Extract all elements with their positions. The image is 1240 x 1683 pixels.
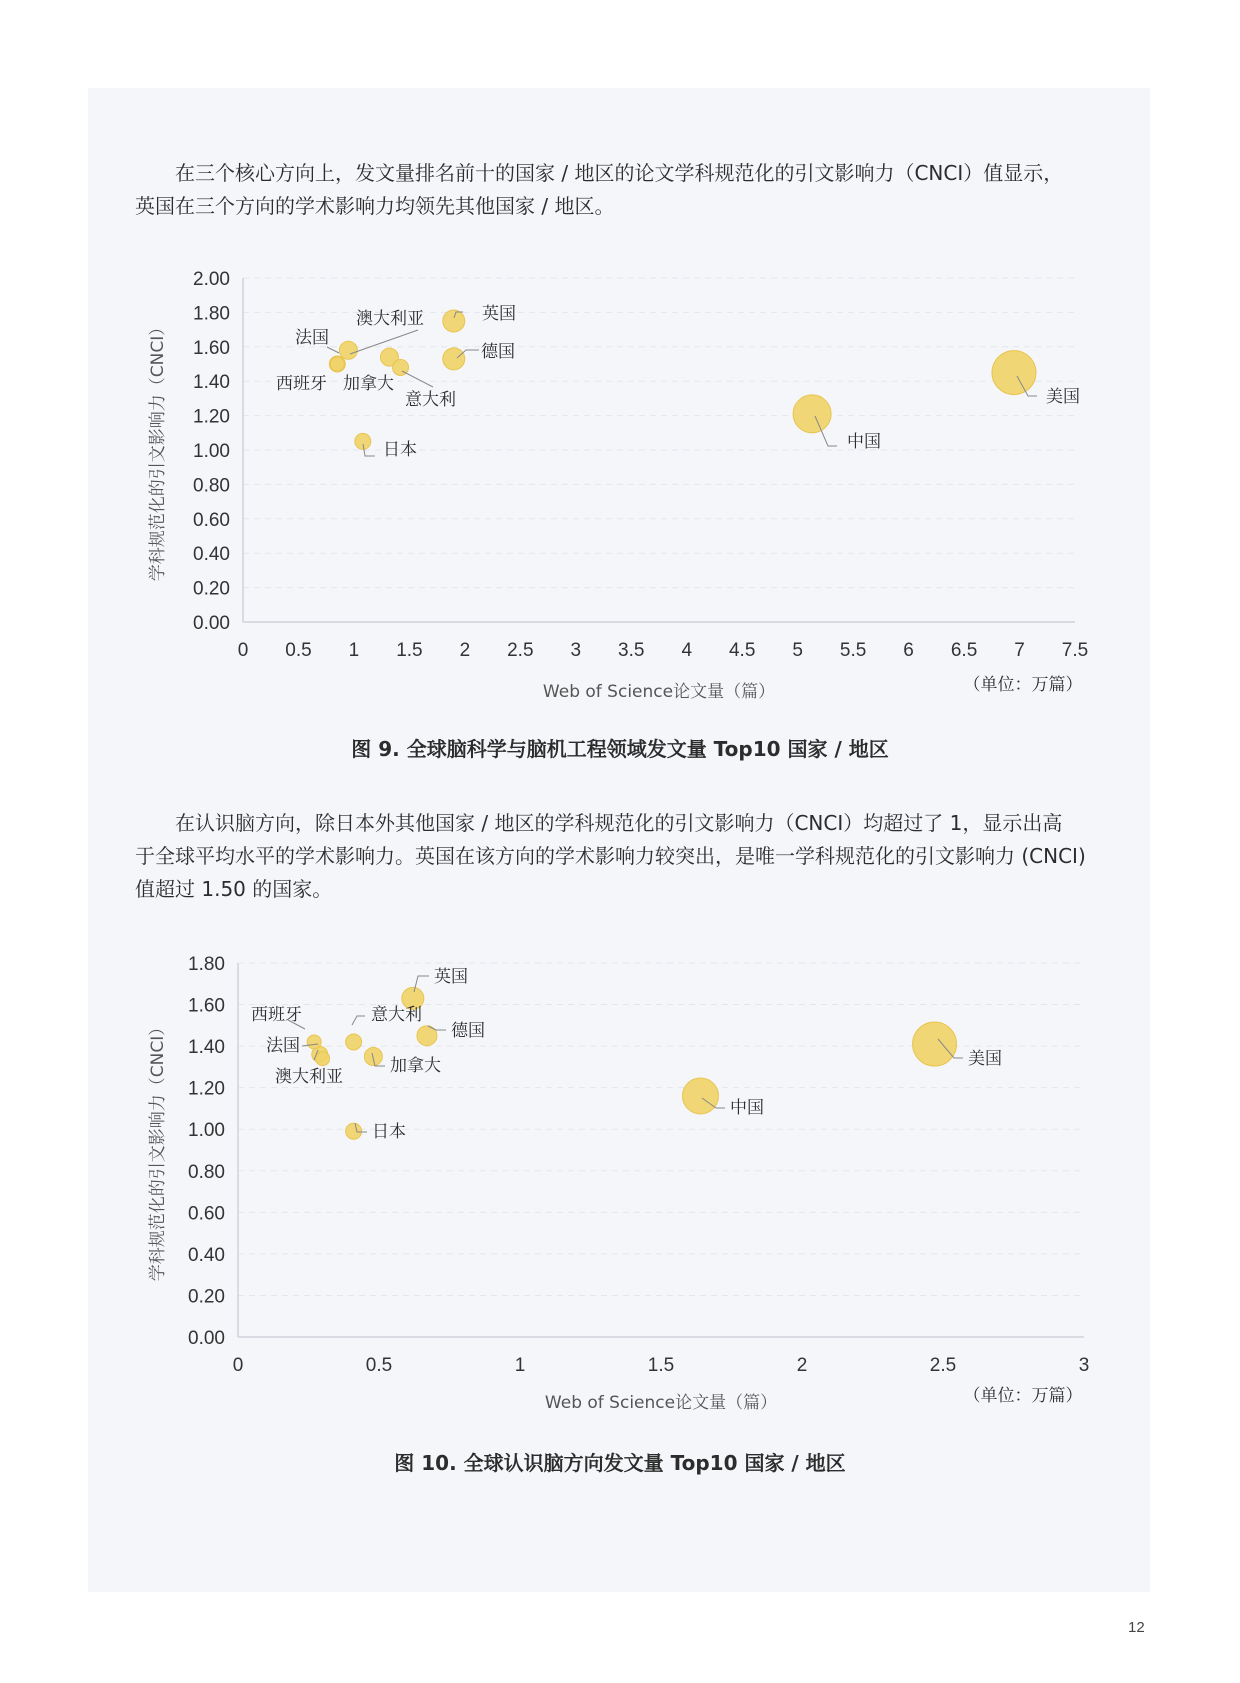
data-label: 法国 <box>295 328 329 348</box>
data-label: 澳大利亚 <box>275 1067 343 1087</box>
data-label: 日本 <box>383 440 417 460</box>
figure-caption-10: 图 10. 全球认识脑方向发文量 Top10 国家 / 地区 <box>394 1451 846 1475</box>
y-tick-label: 1.20 <box>188 1078 225 1100</box>
data-label: 美国 <box>1046 387 1080 407</box>
data-label: 日本 <box>372 1122 406 1142</box>
x-axis-title: Web of Science论文量（篇） <box>544 1393 778 1413</box>
data-label: 西班牙 <box>276 374 327 394</box>
x-tick-label: 4 <box>681 640 693 661</box>
x-tick-label: 6 <box>903 640 914 661</box>
y-tick-label: 1.80 <box>193 303 230 325</box>
paragraph-line: 在认识脑方向，除日本外其他国家 / 地区的学科规范化的引文影响力（CNCI）均超过了 1，显示出高 <box>135 811 1063 835</box>
unit-note: （单位：万篇） <box>963 1386 1083 1406</box>
y-tick-label: 1.80 <box>188 954 225 975</box>
data-point-英国 <box>443 310 465 332</box>
x-tick-label: 0 <box>232 1355 244 1376</box>
data-label: 美国 <box>968 1049 1002 1069</box>
data-label: 西班牙 <box>251 1005 302 1025</box>
data-label: 意大利 <box>405 390 456 410</box>
x-tick-label: 3 <box>1078 1355 1090 1376</box>
x-tick-label: 7.5 <box>1061 640 1089 661</box>
chart-fig10 <box>0 940 1240 1413</box>
x-tick-label: 4.5 <box>728 640 756 661</box>
paragraph-line: 在三个核心方向上，发文量排名前十的国家 / 地区的论文学科规范化的引文影响力（CNCI）值显示， <box>135 161 1064 185</box>
y-tick-label: 0.80 <box>193 475 230 497</box>
y-tick-label: 0.40 <box>188 1244 225 1266</box>
y-tick-label: 1.40 <box>188 1037 225 1059</box>
data-point-澳大利亚 <box>339 341 357 359</box>
analysis-paragraph <box>135 807 1105 906</box>
figure-caption-9: 图 9. 全球脑科学与脑机工程领域发文量 Top10 国家 / 地区 <box>351 737 889 761</box>
x-tick-label: 2 <box>796 1355 808 1376</box>
data-point-加拿大 <box>364 1048 382 1066</box>
data-point-日本 <box>346 1123 362 1139</box>
data-point-德国 <box>443 348 465 370</box>
data-point-美国 <box>913 1022 957 1066</box>
data-point-中国 <box>793 395 831 433</box>
x-tick-label: 1.5 <box>396 640 423 661</box>
paragraph-line: 于全球平均水平的学术影响力。英国在该方向的学术影响力较突出，是唯一学科规范化的引文影响力 (CNCI) <box>135 844 1086 868</box>
y-tick-label: 0.00 <box>193 613 230 634</box>
x-tick-label: 5.5 <box>839 640 867 661</box>
paragraph-line: 英国在三个方向的学术影响力均领先其他国家 / 地区。 <box>135 194 615 218</box>
y-tick-label: 1.20 <box>193 406 230 428</box>
data-label: 中国 <box>730 1098 764 1118</box>
paragraph-line: 值超过 1.50 的国家。 <box>135 877 333 901</box>
data-label: 英国 <box>482 304 516 324</box>
data-point-西班牙 <box>330 357 344 371</box>
data-label: 加拿大 <box>343 374 394 394</box>
y-tick-label: 2.00 <box>193 269 230 290</box>
unit-note: （单位：万篇） <box>963 675 1083 695</box>
intro-paragraph <box>135 157 1105 223</box>
data-point-日本 <box>355 433 371 449</box>
y-tick-label: 1.40 <box>193 372 230 394</box>
x-tick-label: 1 <box>514 1355 526 1376</box>
y-tick-label: 0.80 <box>188 1161 225 1183</box>
y-tick-label: 1.00 <box>193 441 230 462</box>
y-tick-label: 0.20 <box>188 1286 225 1308</box>
y-tick-label: 1.60 <box>193 337 230 359</box>
y-tick-label: 0.40 <box>193 544 230 566</box>
data-point-澳大利亚 <box>316 1052 330 1066</box>
y-tick-label: 1.60 <box>188 995 225 1017</box>
x-tick-label: 0.5 <box>365 1355 393 1376</box>
y-tick-label: 0.00 <box>188 1328 225 1349</box>
x-tick-label: 2 <box>459 640 471 661</box>
chart-fig9 <box>0 250 1240 702</box>
y-axis-title: 学科规范化的引文影响力（CNCI） <box>148 318 168 582</box>
y-axis-title: 学科规范化的引文影响力（CNCI） <box>148 1018 168 1282</box>
x-tick-label: 6.5 <box>950 640 978 661</box>
y-tick-label: 1.00 <box>188 1120 225 1142</box>
x-tick-label: 3.5 <box>618 640 645 661</box>
y-tick-label: 0.20 <box>193 578 230 600</box>
scatter-chart-fig9 <box>0 250 1240 702</box>
x-tick-label: 2.5 <box>507 640 534 661</box>
x-tick-label: 3 <box>570 640 582 661</box>
data-label: 澳大利亚 <box>356 309 424 329</box>
page-number: 12 <box>1128 1619 1145 1636</box>
data-label: 德国 <box>451 1021 485 1041</box>
leader-line <box>352 1016 365 1025</box>
data-point-中国 <box>682 1078 718 1114</box>
data-point-美国 <box>992 351 1036 395</box>
x-axis-title: Web of Science论文量（篇） <box>542 682 776 702</box>
x-tick-label: 2.5 <box>929 1355 957 1376</box>
x-tick-label: 7 <box>1014 640 1025 661</box>
data-point-西班牙 <box>307 1035 321 1049</box>
x-tick-label: 0.5 <box>285 640 312 661</box>
x-tick-label: 1 <box>348 640 360 661</box>
x-tick-label: 1.5 <box>647 1355 675 1376</box>
data-label: 中国 <box>847 432 881 452</box>
data-label: 法国 <box>266 1036 300 1056</box>
y-tick-label: 0.60 <box>188 1203 225 1225</box>
data-label: 英国 <box>434 967 468 987</box>
data-point-意大利 <box>346 1034 362 1050</box>
data-label: 加拿大 <box>390 1056 441 1076</box>
scatter-chart-fig10 <box>0 940 1240 1413</box>
data-label: 德国 <box>481 342 515 362</box>
x-tick-label: 5 <box>792 640 803 661</box>
data-label: 意大利 <box>371 1005 422 1025</box>
y-tick-label: 0.60 <box>193 509 230 531</box>
leader-line <box>402 371 433 387</box>
x-tick-label: 0 <box>237 640 249 661</box>
